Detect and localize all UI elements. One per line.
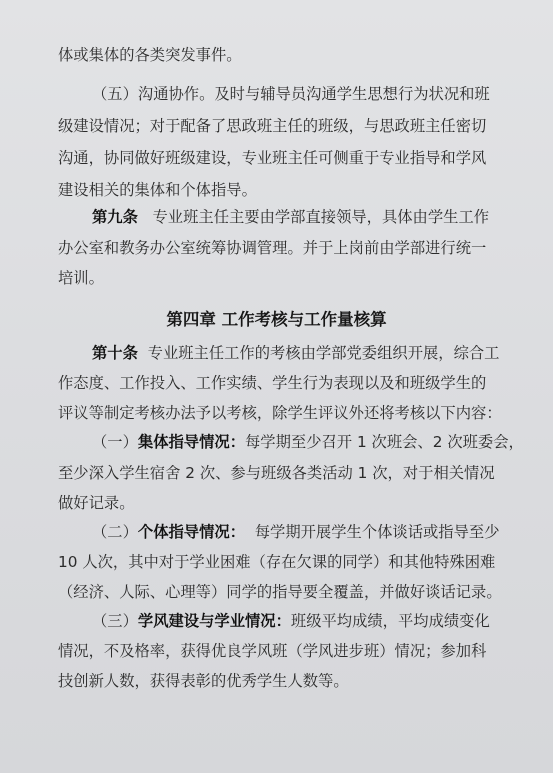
article-line — [92, 207, 489, 227]
text-line: （五）沟通协作。及时与辅导员沟通学生思想行为状况和班 — [92, 85, 490, 103]
text-line: 作态度、工作投入、工作实绩、学生行为表现以及和班级学生的 — [58, 374, 487, 392]
item-heading: 学风建设与学业情况： — [137, 612, 291, 630]
article-text: 专业班主任工作的考核由学部党委组织开展，综合工 — [147, 344, 500, 362]
item-heading: 个体指导情况： — [137, 523, 245, 541]
text-line: 技创新人数，获得表彰的优秀学生人数等。 — [58, 672, 349, 690]
text-line: 至少深入学生宿舍 2 次、参与班级各类活动 1 次，对于相关情况 — [58, 464, 495, 482]
item-heading: 集体指导情况： — [137, 433, 245, 451]
article-number: 第九条 — [92, 208, 138, 226]
article-line — [92, 343, 499, 363]
text-line: 10 人次，其中对于学业困难（存在欠课的同学）和其他特殊困难 — [58, 553, 496, 571]
item-text: 每学期至少召开 1 次班会、2 次班委会， — [245, 433, 524, 451]
item-line — [92, 611, 490, 631]
item-line — [92, 432, 524, 452]
item-line — [92, 522, 500, 542]
text-line: 做好记录。 — [58, 494, 135, 512]
item-text: 每学期开展学生个体谈话或指导至少 — [254, 523, 500, 541]
text-line: 情况，不及格率，获得优良学风班（学风进步班）情况；参加科 — [58, 642, 487, 660]
text-line: 办公室和教务办公室统筹协调管理。并于上岗前由学部进行统一 — [58, 239, 487, 257]
text-line: （经济、人际、心理等）同学的指导要全覆盖，并做好谈话记录。 — [58, 583, 502, 601]
article-text: 专业班主任主要由学部直接领导，具体由学生工作 — [152, 208, 490, 226]
chapter-title: 第四章 工作考核与工作量核算 — [166, 310, 387, 329]
text-line: 体或集体的各类突发事件。 — [58, 46, 242, 64]
article-number: 第十条 — [92, 344, 138, 362]
text-line: 级建设情况；对于配备了思政班主任的班级，与思政班主任密切 — [58, 117, 487, 135]
text-line: 建设相关的集体和个体指导。 — [58, 181, 257, 199]
text-line: 评议等制定考核办法予以考核，除学生评议外还将考核以下内容： — [58, 404, 502, 422]
item-number: （一） — [92, 433, 138, 451]
item-number: （二） — [92, 523, 138, 541]
item-text: 班级平均成绩，平均成绩变化 — [290, 612, 490, 630]
item-number: （三） — [92, 612, 138, 630]
text-line: 沟通，协同做好班级建设，专业班主任可侧重于专业指导和学风 — [58, 149, 487, 167]
text-line: 培训。 — [58, 269, 104, 287]
